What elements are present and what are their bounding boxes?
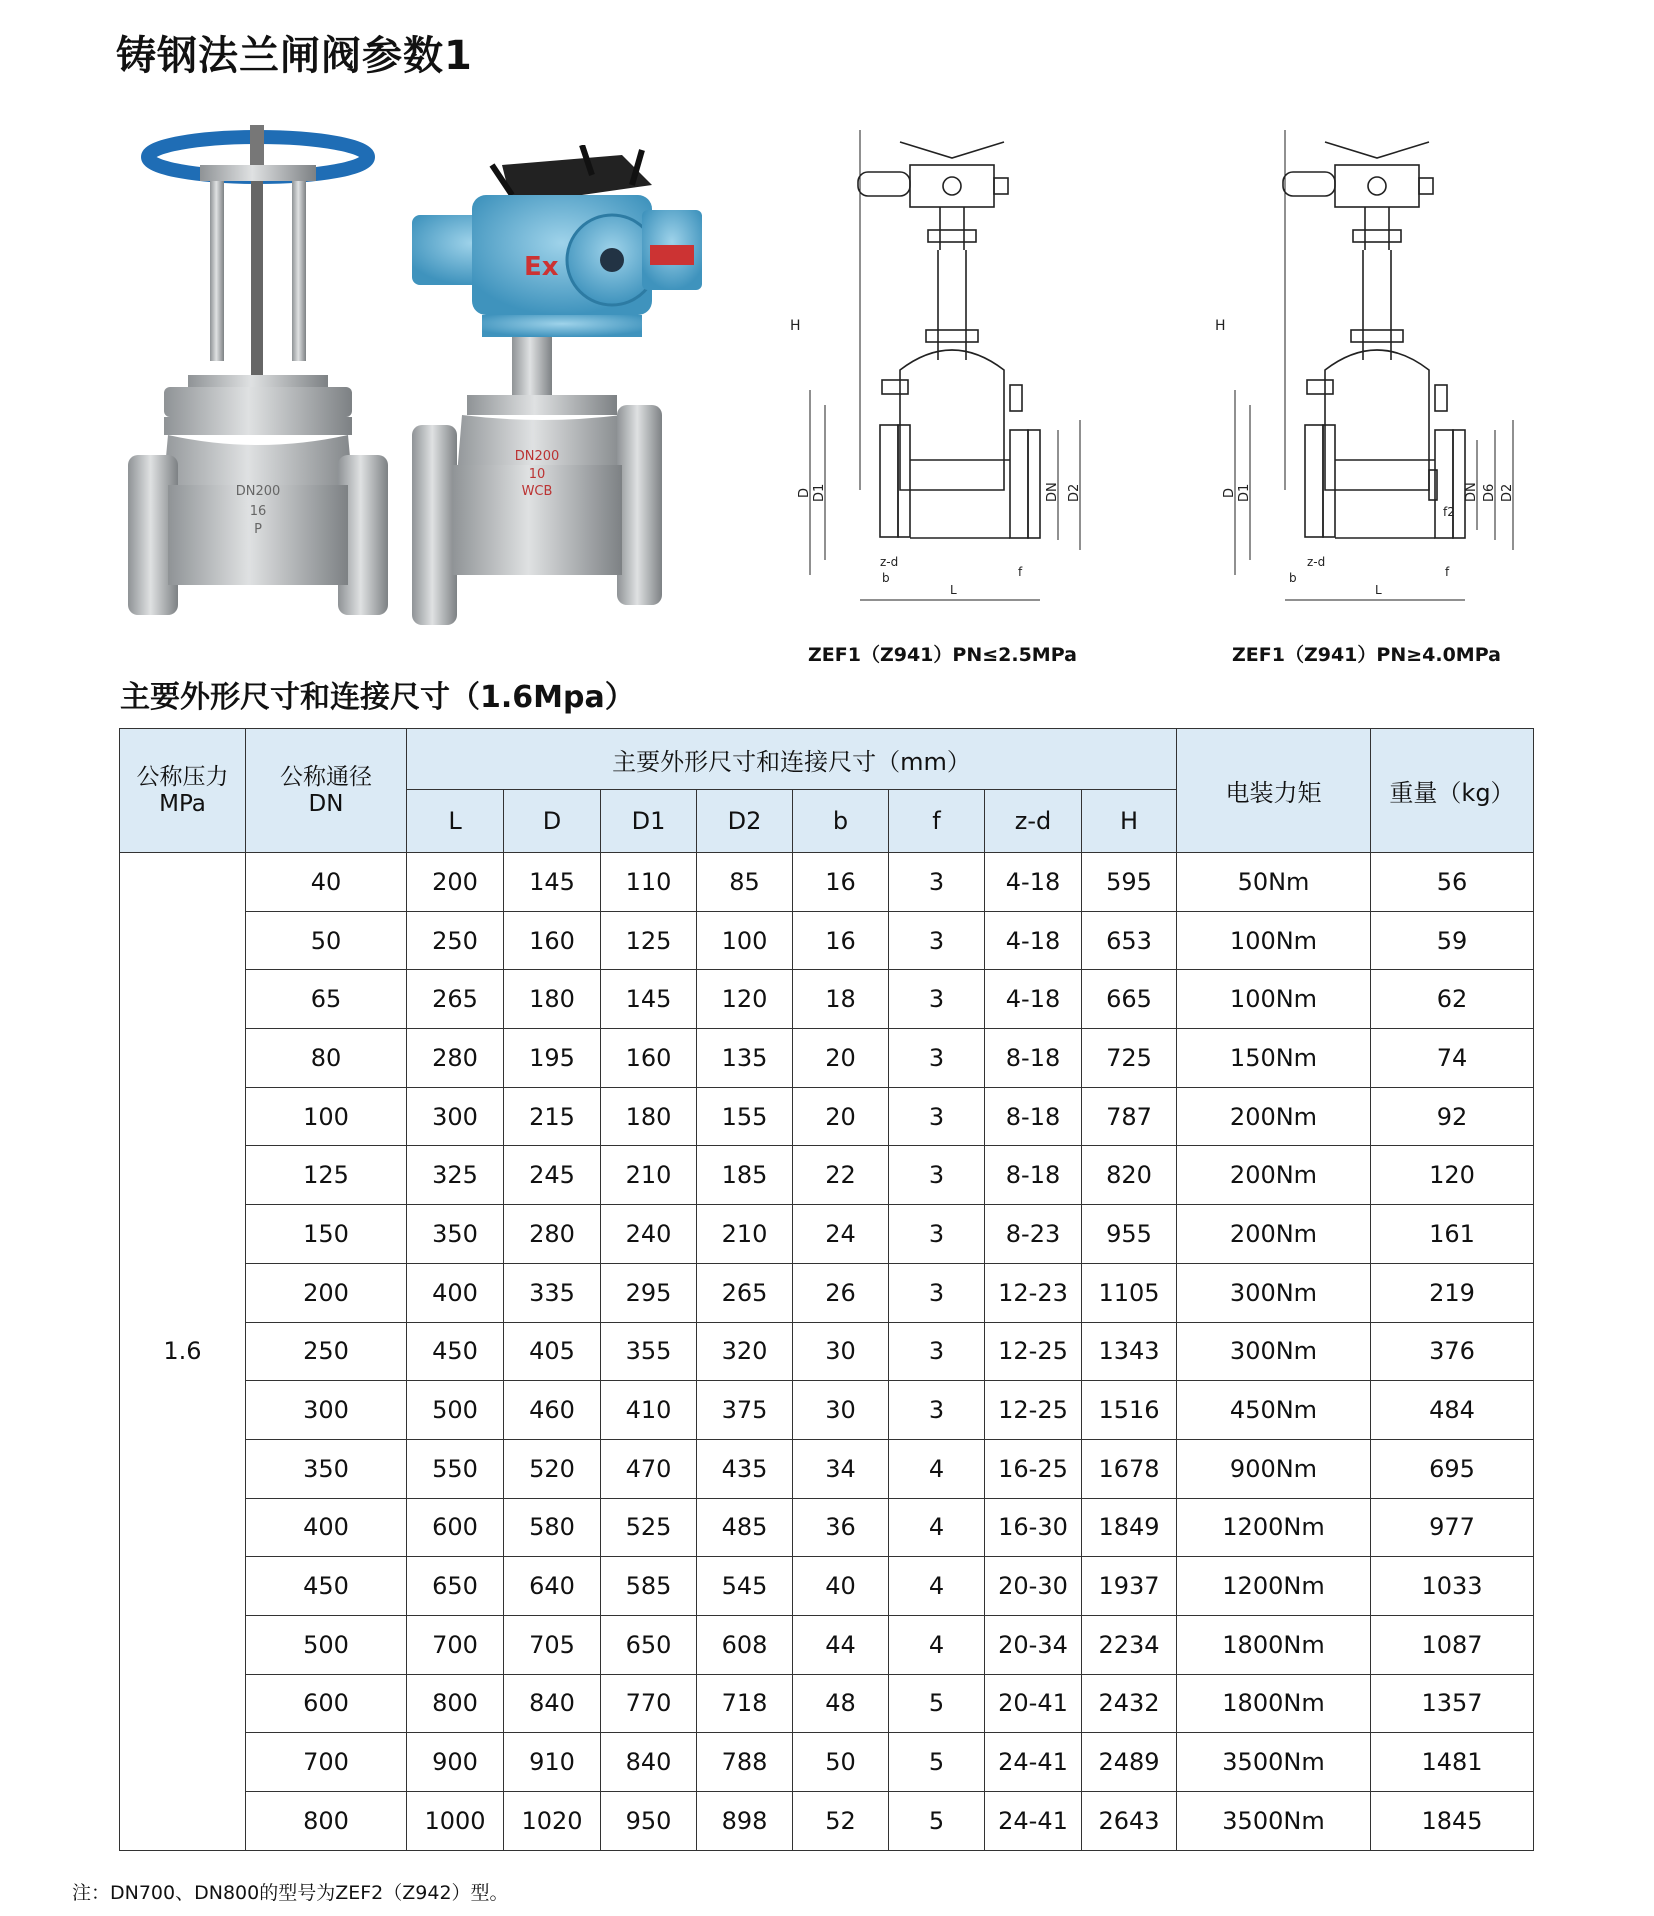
table-cell: 580 [504,1498,601,1557]
table-cell: 20-34 [985,1615,1082,1674]
table-row [120,1557,1534,1616]
table-cell: 3 [889,1205,985,1264]
table-cell: 20-30 [985,1557,1082,1616]
table-cell: 4-18 [985,853,1082,912]
table-cell: 161 [1371,1205,1534,1264]
table-cell: 145 [504,853,601,912]
table-cell: 840 [504,1674,601,1733]
table-cell: 335 [504,1263,601,1322]
table-cell: 4 [889,1557,985,1616]
table-cell: 48 [793,1674,889,1733]
technical-drawing-pn40 [1215,130,1545,610]
table-cell: 350 [246,1439,407,1498]
table-cell: 695 [1371,1439,1534,1498]
table-cell: 24-41 [985,1792,1082,1851]
table-cell: 5 [889,1674,985,1733]
table-cell: 1357 [1371,1674,1534,1733]
table-cell: 12-25 [985,1322,1082,1381]
page-title: 铸钢法兰闸阀参数1 [116,33,473,79]
table-cell: 110 [601,853,697,912]
table-cell: 400 [407,1263,504,1322]
section-title: 主要外形尺寸和连接尺寸（1.6Mpa） [120,680,635,715]
table-cell: 240 [601,1205,697,1264]
table-cell: 2432 [1082,1674,1177,1733]
dim-label-d1: D1 [812,483,827,502]
table-row [120,1322,1534,1381]
table-cell: 800 [407,1674,504,1733]
table-cell: 3 [889,853,985,912]
table-cell: 450 [407,1322,504,1381]
table-cell: 650 [407,1557,504,1616]
drawing-caption-pn40: ZEF1（Z941）PN≥4.0MPa [1232,644,1501,666]
col-header-dim: L [407,790,504,853]
table-cell: 8-18 [985,1146,1082,1205]
table-cell: 788 [697,1733,793,1792]
dim-label-d1: D1 [1237,483,1252,502]
table-cell: 705 [504,1615,601,1674]
table-cell: 180 [504,970,601,1029]
table-cell: 100 [697,911,793,970]
dim-label-d: D [1222,487,1237,498]
table-cell: 34 [793,1439,889,1498]
table-cell: 4 [889,1615,985,1674]
table-cell: 50 [246,911,407,970]
table-cell: 595 [1082,853,1177,912]
table-cell: 20 [793,1087,889,1146]
table-cell: 135 [697,1029,793,1088]
diameter-label: 公称通径 [280,764,372,791]
table-cell: 1105 [1082,1263,1177,1322]
table-cell: 40 [793,1557,889,1616]
table-cell: 8-18 [985,1029,1082,1088]
drawing-caption-pn25: ZEF1（Z941）PN≤2.5MPa [808,644,1077,666]
table-cell: 484 [1371,1381,1534,1440]
table-cell: 22 [793,1146,889,1205]
table-cell: 36 [793,1498,889,1557]
col-header-diameter [246,729,407,853]
pressure-label: 公称压力 [136,764,229,791]
table-cell: 2489 [1082,1733,1177,1792]
valve-marking-dn: DN200 [235,484,281,499]
table-cell: 485 [697,1498,793,1557]
table-cell: 295 [601,1263,697,1322]
table-row [120,1205,1534,1264]
table-cell: 210 [601,1146,697,1205]
table-cell: 665 [1082,970,1177,1029]
spec-table [119,728,1534,1851]
table-cell: 80 [246,1029,407,1088]
table-cell: 20-41 [985,1674,1082,1733]
table-cell: 376 [1371,1322,1534,1381]
table-cell: 8-23 [985,1205,1082,1264]
table-cell: 280 [504,1205,601,1264]
table-cell: 520 [504,1439,601,1498]
table-cell: 3 [889,1146,985,1205]
table-row [120,1792,1534,1851]
dim-label-d2: D2 [1067,483,1082,502]
table-cell: 50 [793,1733,889,1792]
dim-label-f2: f2 [1443,505,1455,519]
table-cell: 800 [246,1792,407,1851]
col-header-dim: z-d [985,790,1082,853]
dim-label-zd: z-d [880,555,899,569]
table-cell: 5 [889,1733,985,1792]
dim-label-h: H [790,318,801,334]
table-cell: 4-18 [985,970,1082,1029]
table-cell: 725 [1082,1029,1177,1088]
table-cell: 1800Nm [1177,1674,1371,1733]
valve-marking-pn: 10 [528,467,546,482]
table-row [120,1439,1534,1498]
table-cell: 215 [504,1087,601,1146]
dim-label-dn: DN [1464,482,1479,502]
table-cell: 40 [246,853,407,912]
col-header-dim: D [504,790,601,853]
table-cell: 300 [246,1381,407,1440]
dim-label-d2: D2 [1500,483,1515,502]
table-cell: 600 [246,1674,407,1733]
table-row [120,970,1534,1029]
table-cell: 1937 [1082,1557,1177,1616]
table-row [120,1087,1534,1146]
table-cell: 700 [407,1615,504,1674]
table-cell: 1343 [1082,1322,1177,1381]
table-cell: 3 [889,1263,985,1322]
table-cell: 910 [504,1733,601,1792]
table-cell: 640 [504,1557,601,1616]
valve-marking-p: P [254,522,262,537]
table-cell: 74 [1371,1029,1534,1088]
table-cell: 200Nm [1177,1087,1371,1146]
table-cell: 44 [793,1615,889,1674]
col-header-dim: f [889,790,985,853]
table-cell: 150 [246,1205,407,1264]
table-cell: 545 [697,1557,793,1616]
dim-label-b: b [882,571,890,585]
col-header-weight: 重量（kg） [1371,729,1534,853]
table-cell: 355 [601,1322,697,1381]
table-cell: 200Nm [1177,1205,1371,1264]
table-cell: 600 [407,1498,504,1557]
table-cell: 265 [697,1263,793,1322]
table-row [120,853,1534,912]
col-header-dim: D1 [601,790,697,853]
col-header-torque: 电装力矩 [1177,729,1371,853]
dim-label-l: L [950,583,957,597]
dim-label-b: b [1289,571,1297,585]
table-cell: 150Nm [1177,1029,1371,1088]
table-cell: 62 [1371,970,1534,1029]
table-cell: 820 [1082,1146,1177,1205]
valve-marking-dn: DN200 [514,449,560,464]
table-cell: 608 [697,1615,793,1674]
table-cell: 92 [1371,1087,1534,1146]
table-cell: 2643 [1082,1792,1177,1851]
table-cell: 320 [697,1322,793,1381]
table-cell: 100 [246,1087,407,1146]
table-cell: 4 [889,1439,985,1498]
table-cell: 550 [407,1439,504,1498]
table-cell: 155 [697,1087,793,1146]
table-cell: 500 [407,1381,504,1440]
table-cell: 5 [889,1792,985,1851]
dim-label-l: L [1375,583,1382,597]
table-cell: 650 [601,1615,697,1674]
table-cell: 250 [246,1322,407,1381]
table-cell: 1800Nm [1177,1615,1371,1674]
table-cell: 100Nm [1177,970,1371,1029]
table-cell: 585 [601,1557,697,1616]
valve-marking-pn: 16 [249,504,267,519]
table-cell: 145 [601,970,697,1029]
table-cell: 898 [697,1792,793,1851]
table-cell: 16 [793,853,889,912]
table-cell: 450Nm [1177,1381,1371,1440]
table-cell: 900 [407,1733,504,1792]
table-cell: 200Nm [1177,1146,1371,1205]
table-cell: 3500Nm [1177,1733,1371,1792]
table-cell: 56 [1371,853,1534,912]
table-cell: 4 [889,1498,985,1557]
table-cell: 653 [1082,911,1177,970]
table-cell: 435 [697,1439,793,1498]
table-cell: 1678 [1082,1439,1177,1498]
table-cell: 3 [889,1322,985,1381]
col-header-pressure [120,729,246,853]
table-cell: 20 [793,1029,889,1088]
table-cell: 4-18 [985,911,1082,970]
table-cell: 219 [1371,1263,1534,1322]
table-cell: 8-18 [985,1087,1082,1146]
table-cell: 180 [601,1087,697,1146]
table-cell: 12-25 [985,1381,1082,1440]
table-cell: 3 [889,970,985,1029]
table-cell: 16-30 [985,1498,1082,1557]
dim-label-dn: DN [1045,482,1060,502]
dim-label-f: f [1445,565,1450,579]
table-cell: 300Nm [1177,1322,1371,1381]
table-cell: 955 [1082,1205,1177,1264]
table-cell: 500 [246,1615,407,1674]
table-cell: 1033 [1371,1557,1534,1616]
dim-label-h: H [1215,318,1226,334]
table-row [120,1263,1534,1322]
col-header-dim: H [1082,790,1177,853]
table-cell: 1481 [1371,1733,1534,1792]
table-row [120,1674,1534,1733]
col-header-dimensions: 主要外形尺寸和连接尺寸（mm） [407,729,1177,790]
dim-label-d: D [797,487,812,498]
technical-drawing-pn25 [790,130,1120,610]
table-cell: 3 [889,1029,985,1088]
table-cell: 977 [1371,1498,1534,1557]
table-cell: 3500Nm [1177,1792,1371,1851]
table-cell: 125 [601,911,697,970]
table-cell: 300Nm [1177,1263,1371,1322]
table-row [120,911,1534,970]
table-cell: 50Nm [1177,853,1371,912]
table-cell: 30 [793,1322,889,1381]
table-cell: 840 [601,1733,697,1792]
table-cell: 900Nm [1177,1439,1371,1498]
table-cell: 470 [601,1439,697,1498]
table-cell: 525 [601,1498,697,1557]
table-cell: 1000 [407,1792,504,1851]
table-cell: 16 [793,911,889,970]
table-row [120,1381,1534,1440]
table-cell: 12-23 [985,1263,1082,1322]
table-cell: 24-41 [985,1733,1082,1792]
table-cell: 450 [246,1557,407,1616]
footnote: 注：DN700、DN800的型号为ZEF2（Z942）型。 [72,1882,509,1904]
col-header-dim: b [793,790,889,853]
dim-label-f: f [1018,565,1023,579]
table-cell: 1516 [1082,1381,1177,1440]
table-cell: 1845 [1371,1792,1534,1851]
table-cell: 52 [793,1792,889,1851]
table-row [120,1615,1534,1674]
table-cell: 1200Nm [1177,1557,1371,1616]
table-cell: 950 [601,1792,697,1851]
table-cell: 26 [793,1263,889,1322]
table-cell: 120 [697,970,793,1029]
table-cell: 200 [407,853,504,912]
table-cell: 3 [889,911,985,970]
table-row [120,1146,1534,1205]
table-row [120,1029,1534,1088]
table-cell: 245 [504,1146,601,1205]
diameter-unit: DN [308,790,344,817]
table-cell: 120 [1371,1146,1534,1205]
table-cell: 3 [889,1087,985,1146]
table-cell: 405 [504,1322,601,1381]
pressure-value-cell: 1.6 [120,853,246,1851]
table-cell: 700 [246,1733,407,1792]
table-cell: 460 [504,1381,601,1440]
table-cell: 200 [246,1263,407,1322]
table-cell: 18 [793,970,889,1029]
table-cell: 2234 [1082,1615,1177,1674]
table-cell: 787 [1082,1087,1177,1146]
col-header-dim: D2 [697,790,793,853]
table-cell: 1020 [504,1792,601,1851]
table-cell: 160 [504,911,601,970]
table-cell: 85 [697,853,793,912]
dim-label-d6: D6 [1482,483,1497,502]
table-cell: 410 [601,1381,697,1440]
table-cell: 210 [697,1205,793,1264]
electric-gate-valve-photo [412,145,712,645]
dim-label-zd: z-d [1307,555,1326,569]
table-cell: 195 [504,1029,601,1088]
table-cell: 718 [697,1674,793,1733]
table-cell: 770 [601,1674,697,1733]
table-cell: 125 [246,1146,407,1205]
ex-mark: Ex [524,252,559,282]
table-cell: 300 [407,1087,504,1146]
table-cell: 1200Nm [1177,1498,1371,1557]
table-cell: 250 [407,911,504,970]
table-cell: 325 [407,1146,504,1205]
table-cell: 280 [407,1029,504,1088]
table-cell: 16-25 [985,1439,1082,1498]
table-cell: 3 [889,1381,985,1440]
table-cell: 265 [407,970,504,1029]
table-cell: 30 [793,1381,889,1440]
manual-gate-valve-photo [128,125,388,645]
table-row [120,1733,1534,1792]
table-cell: 1849 [1082,1498,1177,1557]
table-row [120,1498,1534,1557]
table-cell: 24 [793,1205,889,1264]
table-cell: 160 [601,1029,697,1088]
valve-marking-material: WCB [521,484,553,499]
table-cell: 350 [407,1205,504,1264]
table-cell: 65 [246,970,407,1029]
pressure-unit: MPa [159,790,206,817]
table-cell: 375 [697,1381,793,1440]
table-cell: 400 [246,1498,407,1557]
table-cell: 1087 [1371,1615,1534,1674]
table-cell: 100Nm [1177,911,1371,970]
table-cell: 59 [1371,911,1534,970]
table-cell: 185 [697,1146,793,1205]
